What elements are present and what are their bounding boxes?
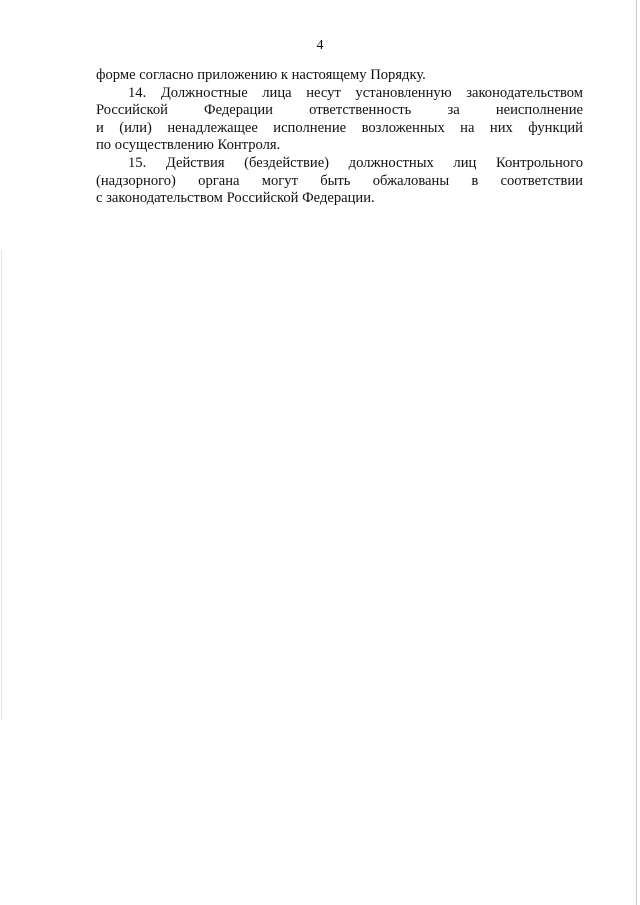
page-number: 4 — [316, 38, 324, 53]
scan-edge-left — [1, 250, 2, 720]
paragraph-15-line-3: с законодательством Российской Федерации. — [96, 190, 375, 207]
paragraph-14-line-3: и (или) ненадлежащее исполнение возложенных на них функций — [96, 119, 583, 136]
scan-edge-right — [636, 0, 637, 905]
paragraph-15-line-2: (надзорного) органа могут быть обжалованы в соответствии — [96, 172, 583, 189]
paragraph-14-line-2: Российской Федерации ответственность за неисполнение — [96, 102, 583, 119]
document-body — [96, 67, 583, 208]
paragraph-14-line-1: 14. Должностные лица несут установленную законодательством — [128, 84, 583, 101]
text-line: форме согласно приложению к настоящему Порядку. — [96, 67, 426, 83]
paragraph-15-line-1: 15. Действия (бездействие) должностных лиц Контрольного — [128, 154, 583, 171]
paragraph-14-line-4: по осуществлению Контроля. — [96, 137, 281, 154]
